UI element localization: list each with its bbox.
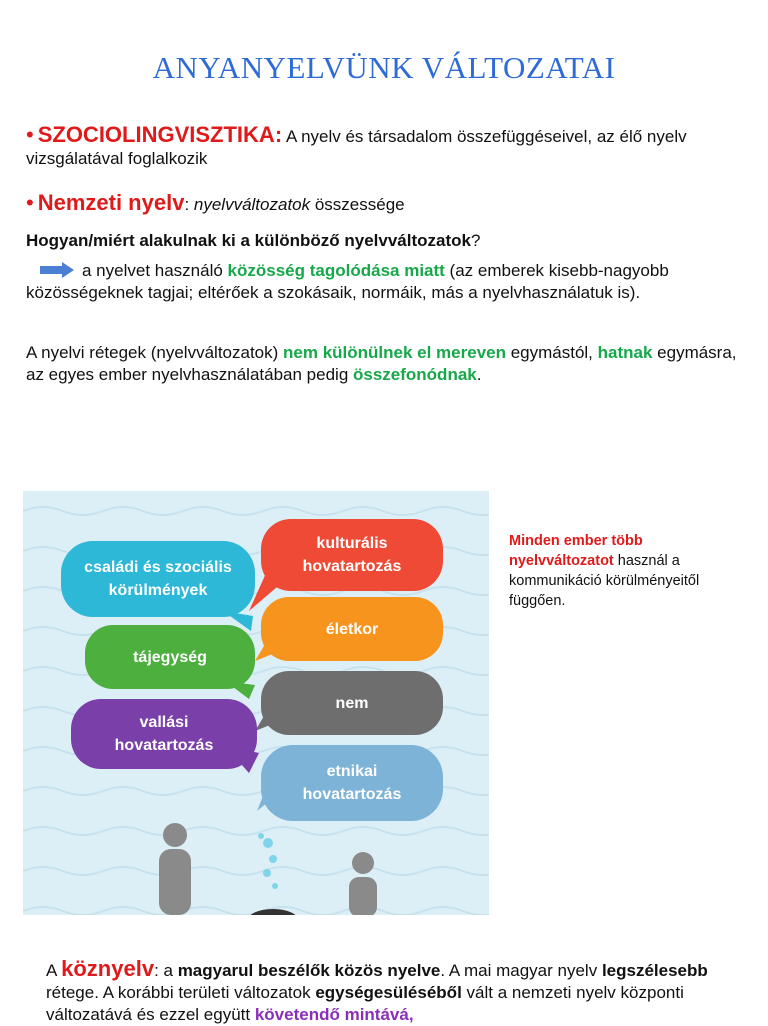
bubble-label: hovatartozás xyxy=(114,737,214,754)
definition-text: összessége xyxy=(310,195,405,214)
bubble-label: hovatartozás xyxy=(302,786,402,803)
text-segment: . A mai magyar nyelv xyxy=(440,961,602,980)
text-segment: A xyxy=(46,961,62,980)
text-segment: vált a nemzeti nyelv központi változatává és ezzel együtt xyxy=(46,983,684,1024)
bubble-label: vallási xyxy=(139,714,189,731)
bubble-label: hovatartozás xyxy=(302,558,402,575)
page-title: ANYANYELVÜNK VÁLTOZATAI xyxy=(152,50,616,85)
standard-language-paragraph xyxy=(46,958,746,1026)
bullet-national-language xyxy=(26,192,751,216)
question-text: Hogyan/miért alakulnak ki a különböző nyelvváltozatok xyxy=(26,231,471,250)
answer-text-pre: a nyelvet használó xyxy=(82,261,228,280)
answer-text-post: (az emberek kisebb-nagyobb közösségeknek tagjai; eltérőek a szokásaik, normáik, más a nyelvhasználatuk is). xyxy=(26,261,669,302)
definition-text: A nyelv és társadalom összefüggéseivel, az élő nyelv vizsgálatával foglalkozik xyxy=(26,127,687,168)
text-segment: : a xyxy=(154,961,178,980)
bullet-dot: • xyxy=(26,122,34,147)
layers-highlight-3: összefonódnak xyxy=(353,365,477,384)
bubble-family-social xyxy=(61,541,255,617)
answer-highlight: közösség tagolódása miatt xyxy=(227,261,445,280)
side-note-text: használ a kommunikáció körülményeitől függően. xyxy=(509,553,700,609)
layers-text-3: egymásra, az egyes ember nyelvhasználatában pedig xyxy=(26,343,737,384)
term-sociolinguistics: SZOCIOLINGVISZTIKA: xyxy=(37,122,283,147)
side-note-highlight: Minden ember több nyelvváltozatot xyxy=(509,533,643,569)
bullet-dot: • xyxy=(26,190,34,215)
bubble-ethnicity xyxy=(261,745,443,821)
bubble-age xyxy=(261,597,443,661)
bubble-label: tájegység xyxy=(133,648,207,666)
layers-highlight-1: nem különülnek el mereven xyxy=(283,343,506,362)
bubble-label: körülmények xyxy=(108,582,208,599)
bold-segment: legszélesebb xyxy=(601,961,708,980)
bubble-label: családi és szociális xyxy=(84,559,232,576)
layers-text-2: egymástól, xyxy=(505,343,598,362)
bubble-culture xyxy=(261,519,443,591)
bubble-religion xyxy=(71,699,257,769)
side-note xyxy=(509,531,749,611)
text-segment: rétege. A korábbi területi változatok xyxy=(46,983,316,1002)
separator: : xyxy=(184,195,194,214)
answer-paragraph xyxy=(26,260,751,304)
term-national-language: Nemzeti nyelv xyxy=(37,190,185,215)
bubble-gender xyxy=(261,671,443,735)
purple-segment: követendő mintává, xyxy=(254,1005,414,1024)
layers-text-4: . xyxy=(476,365,482,384)
bubble-region xyxy=(85,625,255,689)
bubble-label: életkor xyxy=(325,620,379,638)
bold-segment: egységesüléséből xyxy=(315,983,462,1002)
layers-highlight-2: hatnak xyxy=(597,343,653,362)
term-standard-language: köznyelv xyxy=(61,956,155,981)
question-line xyxy=(26,230,751,252)
bubble-label: kulturális xyxy=(316,535,388,552)
layers-text-1: A nyelvi rétegek (nyelvváltozatok) xyxy=(26,343,284,362)
bold-segment: magyarul beszélők közös nyelve xyxy=(177,961,441,980)
question-mark: ? xyxy=(470,231,481,250)
bubble-label: nem xyxy=(335,694,369,712)
bubble-label: etnikai xyxy=(326,763,378,780)
bullet-sociolinguistics xyxy=(26,124,751,170)
layers-paragraph xyxy=(26,342,751,386)
language-variety-infographic xyxy=(23,491,489,915)
italic-term: nyelvváltozatok xyxy=(193,195,311,214)
arrow-right-icon xyxy=(40,262,74,278)
